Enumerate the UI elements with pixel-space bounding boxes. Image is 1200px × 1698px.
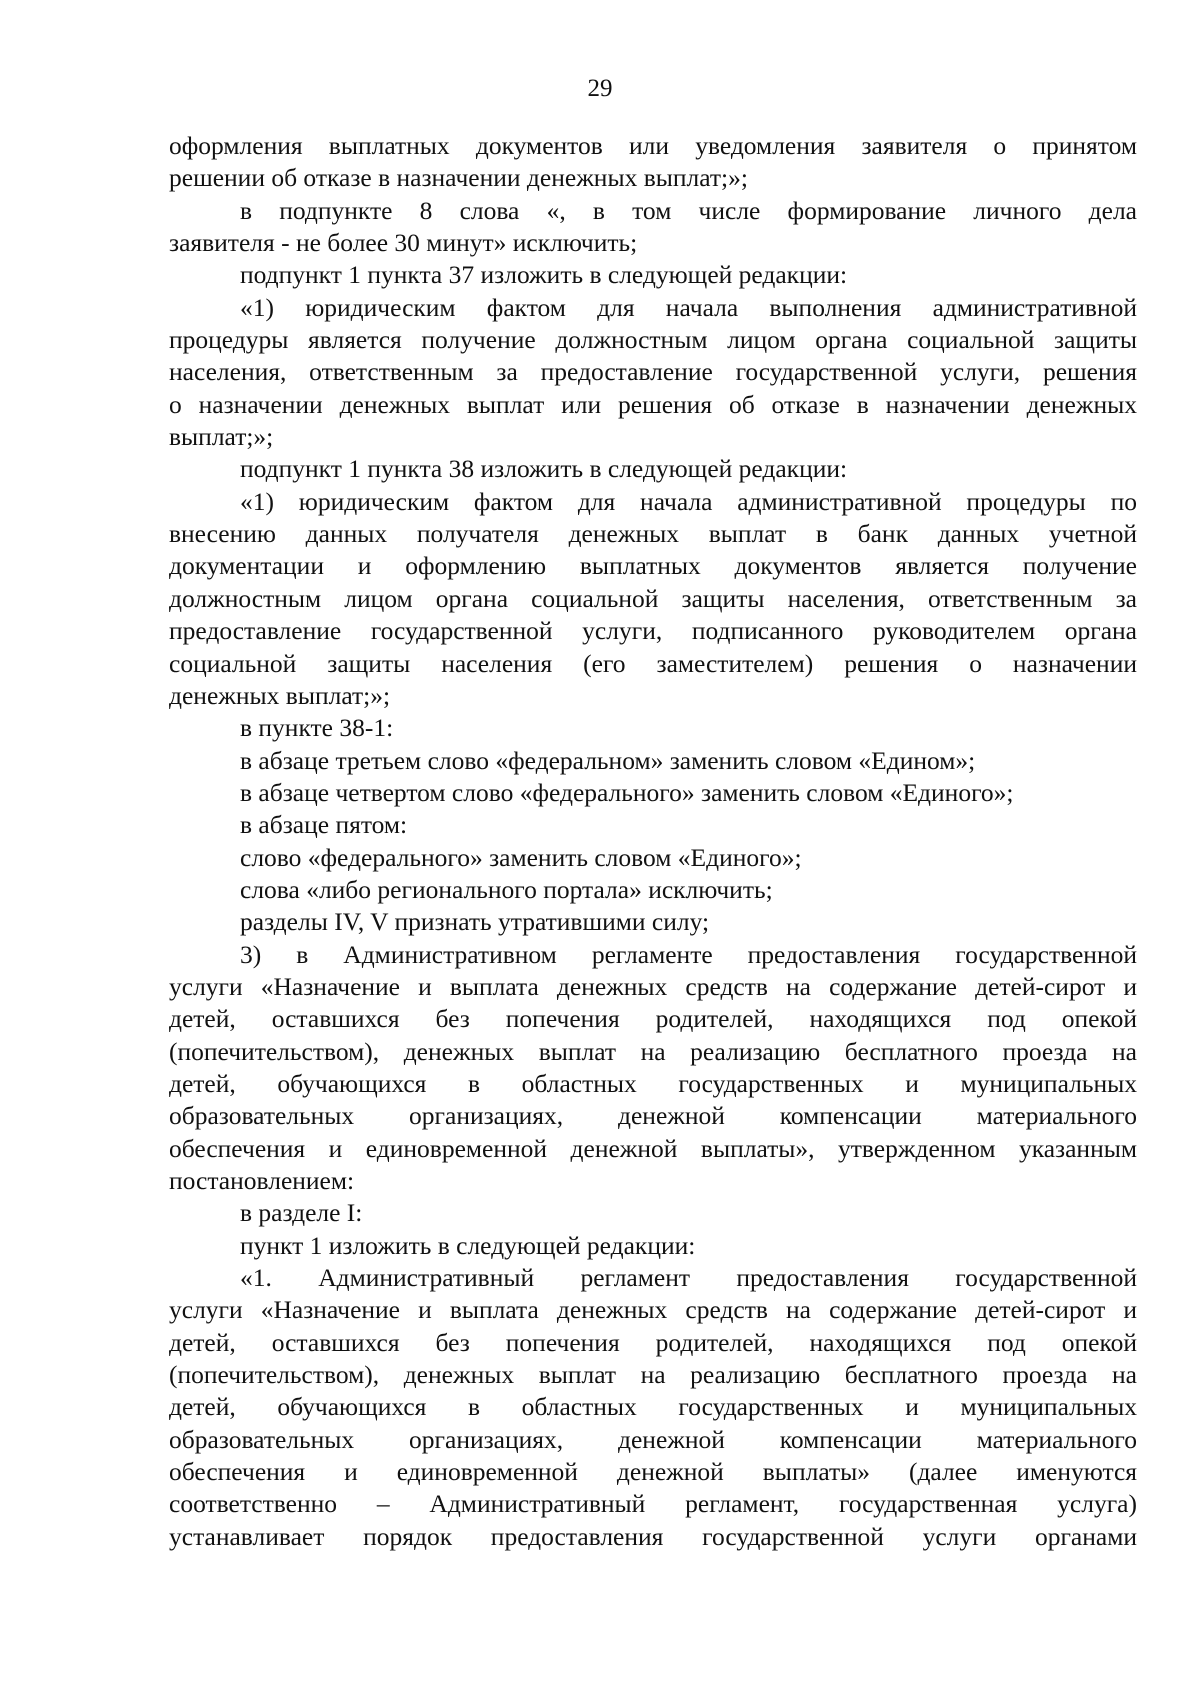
text-line: «1) юридическим фактом для начала выполнения административной (240, 292, 1137, 322)
text-line: детей, обучающихся в областных государственных и муниципальных (169, 1068, 1137, 1098)
text-line: заявителя - не более 30 минут» исключить; (169, 228, 638, 258)
text-line: в абзаце пятом: (240, 810, 408, 840)
text-line: о назначении денежных выплат или решения об отказе в назначении денежных (169, 389, 1137, 419)
text-line: решении об отказе в назначении денежных выплат;»; (169, 163, 748, 193)
text-line: денежных выплат;»; (169, 680, 391, 710)
page-number: 29 (587, 75, 613, 102)
text-line: документации и оформлению выплатных документов является получение (169, 551, 1137, 581)
text-line: подпункт 1 пункта 38 изложить в следующей редакции: (240, 454, 848, 484)
text-line: услуги «Назначение и выплата денежных средств на содержание детей-сирот и (169, 1295, 1137, 1325)
text-line: образовательных организациях, денежной компенсации материального (169, 1101, 1137, 1131)
text-line: в пункте 38-1: (240, 713, 394, 743)
text-line: (попечительством), денежных выплат на реализацию бесплатного проезда на (169, 1360, 1137, 1390)
text-line: образовательных организациях, денежной компенсации материального (169, 1424, 1137, 1454)
text-line: обеспечения и единовременной денежной выплаты», утвержденном указанным (169, 1133, 1137, 1163)
text-line: постановлением: (169, 1166, 355, 1195)
text-line: детей, оставшихся без попечения родителей, находящихся под опекой (169, 1327, 1137, 1357)
text-line: устанавливает порядок предоставления государственной услуги органами (169, 1521, 1137, 1551)
document-body (169, 130, 1137, 1553)
text-line: обеспечения и единовременной денежной выплаты» (далее именуются (169, 1457, 1137, 1487)
text-line: населения, ответственным за предоставление государственной услуги, решения (169, 357, 1137, 387)
text-line: социальной защиты населения (его заместителем) решения о назначении (169, 648, 1137, 678)
text-line: (попечительством), денежных выплат на реализацию бесплатного проезда на (169, 1036, 1137, 1066)
text-line: должностным лицом органа социальной защиты населения, ответственным за (169, 583, 1137, 613)
text-line: слова «либо регионального портала» исключить; (240, 874, 773, 904)
text-line: пункт 1 изложить в следующей редакции: (240, 1230, 696, 1260)
text-line: в абзаце четвертом слово «федерального» заменить словом «Единого»; (240, 777, 1014, 807)
text-line: в разделе I: (240, 1198, 363, 1228)
text-line: слово «федерального» заменить словом «Единого»; (240, 842, 802, 872)
text-line: «1) юридическим фактом для начала административной процедуры по (240, 486, 1137, 516)
text-line: разделы IV, V признать утратившими силу; (240, 907, 710, 937)
text-line: внесению данных получателя денежных выплат в банк данных учетной (169, 519, 1137, 549)
text-line: услуги «Назначение и выплата денежных средств на содержание детей-сирот и (169, 971, 1137, 1001)
text-line: 3) в Административном регламенте предоставления государственной (240, 939, 1137, 969)
text-line: «1. Административный регламент предоставления государственной (240, 1263, 1137, 1293)
text-line: предоставление государственной услуги, подписанного руководителем органа (169, 616, 1137, 646)
text-line: детей, обучающихся в областных государственных и муниципальных (169, 1392, 1137, 1422)
text-line: в подпункте 8 слова «, в том числе формирование личного дела (240, 195, 1137, 225)
text-line: оформления выплатных документов или уведомления заявителя о принятом (169, 131, 1137, 160)
text-line: процедуры является получение должностным лицом органа социальной защиты (169, 325, 1137, 355)
text-line: детей, оставшихся без попечения родителей, находящихся под опекой (169, 1004, 1137, 1034)
text-line: подпункт 1 пункта 37 изложить в следующей редакции: (240, 260, 848, 290)
text-line: соответственно – Административный регламент, государственная услуга) (169, 1489, 1137, 1519)
text-line: выплат;»; (169, 422, 274, 452)
text-line: в абзаце третьем слово «федеральном» заменить словом «Едином»; (240, 745, 976, 775)
